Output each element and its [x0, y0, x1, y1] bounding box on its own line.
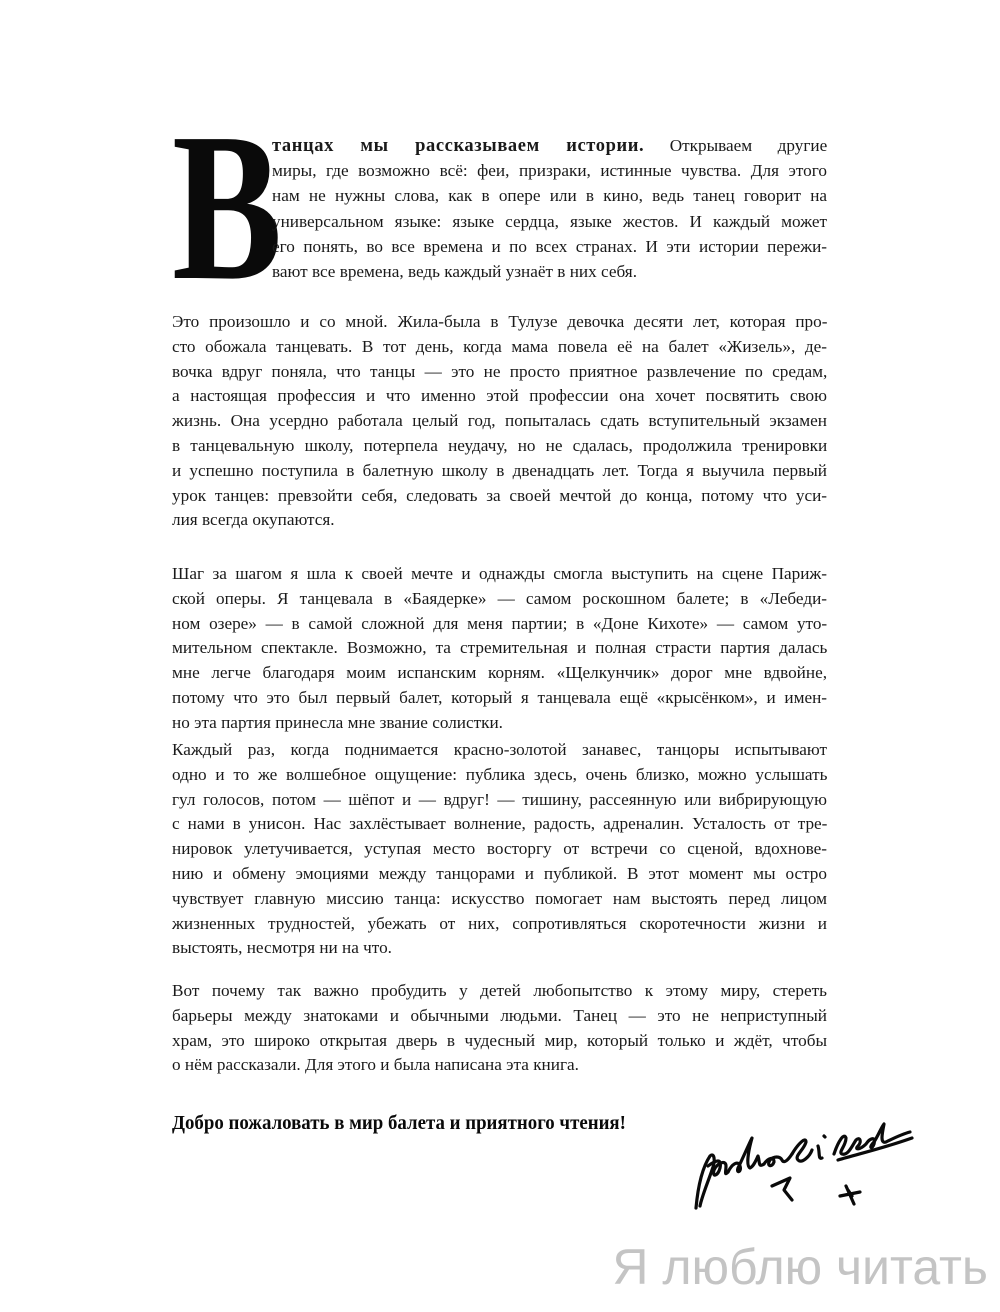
paragraph-paris-opera: [172, 562, 827, 736]
closing-line: Добро пожаловать в мир балета и приятного чтения!: [172, 1112, 626, 1134]
intro-paragraph: [272, 133, 827, 284]
text-line: нировок улетучивается, уступая место восторгу от встречи со сценой, вдохнове-: [172, 839, 827, 859]
watermark-text: Я люблю читать: [612, 1239, 988, 1295]
text-line: его понять, во все времена и по всех странах. И эти истории пережи-: [272, 236, 827, 256]
text-line: Каждый раз, когда поднимается красно-золотой занавес, танцоры испытывают: [172, 740, 827, 759]
intro-lead: танцах мы рассказываем истории.: [272, 136, 645, 156]
text-line: выстоять, несмотря ни на что.: [172, 938, 392, 958]
text-line: универсальном языке: языке сердца, языке жестов. И каждый может: [272, 211, 827, 231]
text-line: и успешно поступила в балетную школу в двенадцать лет. Тогда я выучила первый: [172, 460, 827, 480]
text-line: гул голосов, потом — шёпот и — вдруг! — тишину, рассеянную или вибрирующую: [172, 789, 827, 809]
text-line: нию и обмену эмоциями между танцорами и публикой. В этот момент мы остро: [172, 863, 827, 883]
text-line: одно и то же волшебное ощущение: публика здесь, очень близко, можно услышать: [172, 764, 828, 784]
text-line: Это произошло и со мной. Жила-была в Тулузе девочка десяти лет, которая про-: [172, 312, 828, 331]
text-line: Вот почему так важно пробудить у детей любопытство к этому миру, стереть: [172, 981, 827, 1000]
paragraph-children: [172, 979, 827, 1078]
paragraph-curtain: [172, 738, 827, 961]
text-line: в танцевальную школу, потерпела неудачу, но не сдалась, продолжила тренировки: [172, 435, 828, 455]
text-line: о нём рассказали. Для этого и была написана эта книга.: [172, 1055, 579, 1075]
intro-line-1: [272, 133, 827, 158]
text-line: потому что это был первый балет, который я танцевала ещё «крысёнком», и имен-: [172, 687, 827, 707]
text-line: сто обожала танцевать. В тот день, когда мама повела её на балет «Жизель», де-: [172, 336, 827, 356]
text-line: а настоящая профессия и что именно этой профессии она хочет посвятить свою: [172, 386, 827, 406]
text-line: лия всегда окупаются.: [172, 510, 335, 530]
drop-cap: В: [172, 89, 283, 324]
text-line: жизненных трудностей, убежать от них, сопротивляться скоротечности жизни и: [172, 913, 827, 933]
text-line: вают все времена, ведь каждый узнаёт в них себя.: [272, 261, 637, 281]
text-line: мне легче благодаря моим испанским корням. «Щелкунчик» дорог мне вдвойне,: [172, 663, 827, 683]
text-line: вочка вдруг поняла, что танцы — это не просто приятное развлечение по средам,: [172, 361, 828, 381]
text-line: миры, где возможно всё: феи, призраки, истинные чувства. Для этого: [272, 161, 827, 181]
text-line: жизнь. Она усердно работала целый год, попыталась сдать вступительный экзамен: [172, 411, 827, 431]
text-line: мительном спектакле. Возможно, та стремительная и полная страсти партия далась: [172, 638, 828, 658]
text-line: нам не нужны слова, как в опере или в кино, ведь танец говорит на: [272, 186, 828, 206]
text-line: ской оперы. Я танцевала в «Баядерке» — самом роскошном балете; в «Лебеди-: [172, 588, 827, 608]
signature-icon: [688, 1116, 928, 1216]
text-line: барьеры между знатоками и обычными людьми. Танец — это не неприступный: [172, 1005, 827, 1025]
text-line: ном озере» — в самой сложной для меня партии; в «Доне Кихоте» — самом уто-: [172, 613, 828, 633]
text-line: урок танцев: превзойти себя, следовать за своей мечтой до конца, потому что уси-: [172, 485, 827, 505]
paragraph-toulouse: [172, 310, 827, 533]
text-line: но эта партия принесла мне звание солистки.: [172, 712, 503, 732]
text-line: храм, это широко открытая дверь в чудесный мир, который только и ждёт, чтобы: [172, 1030, 827, 1050]
text-line: Шаг за шагом я шла к своей мечте и однажды смогла выступить на сцене Париж-: [172, 564, 828, 583]
text-line: с нами в унисон. Нас захлёстывает волнение, радость, адреналин. Усталость от тре-: [172, 814, 828, 834]
text-line: чувствует главную миссию танца: искусство помогает нам выстоять перед лицом: [172, 888, 827, 908]
intro-line-1-rest: Открываем другие: [644, 136, 828, 155]
